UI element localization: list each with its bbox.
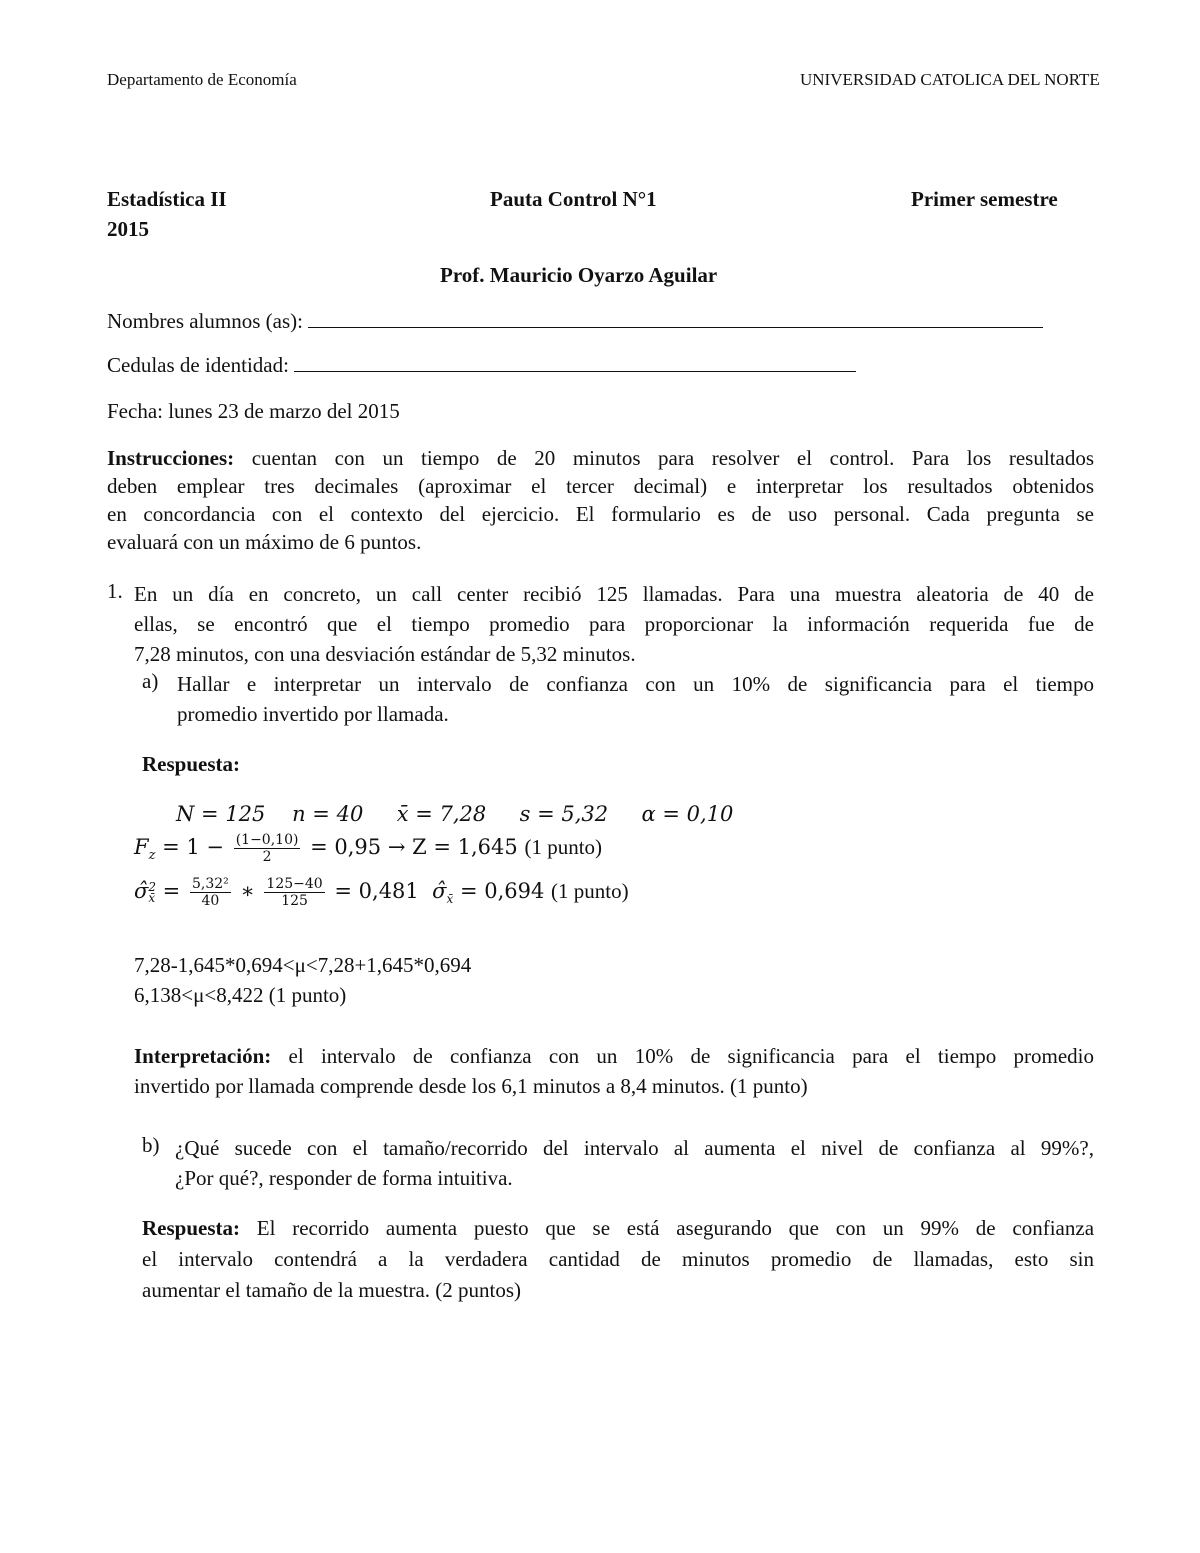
ids-label: Cedulas de identidad: (107, 353, 289, 377)
answer-b-block: Respuesta: El recorrido aumenta puesto que se está asegurando que con un 99% de confianza el intervalo contendrá a la verdadera cantidad de minutos promedio de llamadas, esto sin aumentar el tamaño de la muestra. (2 puntos) (142, 1216, 1095, 1302)
university-header: UNIVERSIDAD CATOLICA DEL NORTE (800, 70, 1100, 89)
department-header: Departamento de Economía (107, 70, 297, 89)
question-number: 1. (107, 579, 123, 603)
interpretation-label: Interpretación: (134, 1044, 272, 1068)
instructions-block: Instrucciones: cuentan con un tiempo de 20 minutos para resolver el control. Para los resultados deben emplear tres decimales (aproximar el tercer decimal) e interpretar los resultados obtenidos en concordancia con el contexto del ejercicio. El formulario es de uso personal. Cada pregunta se evaluará con un máximo de 6 puntos. (107, 446, 1094, 554)
instructions-label: Instrucciones: (107, 446, 235, 470)
professor-name: Prof. Mauricio Oyarzo Aguilar (440, 263, 718, 287)
answer-b-label: Respuesta: (142, 1216, 240, 1240)
question-1-text: En un día en concreto, un call center recibió 125 llamadas. Para una muestra aleatoria de 40 de ellas, se encontró que el tiempo promedio para proporcionar la información requerida fue de 7,28 minutos, con una desviación estándar de 5,32 minutos. (134, 582, 1094, 666)
names-field (107, 309, 1043, 334)
names-label: Nombres alumnos (as): (107, 309, 303, 333)
names-blank-line (308, 326, 1043, 328)
interpretation-block: Interpretación: el intervalo de confianza con un 10% de significancia para el tiempo promedio invertido por llamada comprende desde los 6,1 minutos a 8,4 minutos. (1 punto) (134, 1044, 1095, 1098)
variance-equation: σ̂ 2 x̄ = $\frac{\text{5,32²}}{40}$ ∗ $\frac{125-40}{125}$ = 0,481 $\sigmâ_{x̄} = 0,694$ (1 punto) (134, 876, 629, 909)
part-b-letter: b) (142, 1133, 160, 1157)
year: 2015 (107, 217, 149, 241)
semester: Primer semestre (911, 187, 1058, 211)
variance-fraction-2: $\frac{125-40}{125}$ (266, 876, 323, 909)
given-values: N = 125 n = 40 x̄ = 7,28 s = 5,32 α = 0,10 (176, 802, 734, 826)
course-name: Estadística II (107, 187, 227, 211)
part-a-letter: a) (142, 669, 159, 693)
ids-field (107, 353, 856, 378)
fz-equation: $F_z = 1$ − $\frac{(1-0,10)}{2}$ = 0,95 → Z = 1,645 (1 punto) (134, 832, 603, 865)
variance-fraction-1: $\frac{\text{5,32²}}{40}$ (191, 876, 229, 909)
ids-blank-line (294, 370, 856, 372)
control-title: Pauta Control N°1 (490, 187, 657, 211)
answer-a-label: Respuesta: (142, 752, 240, 776)
part-b-text: ¿Qué sucede con el tamaño/recorrido del intervalo al aumenta el nivel de confianza al 99%?, ¿Por qué?, responder de forma intuitiva. (175, 1136, 1094, 1190)
interval-calculation: 7,28-1,645*0,694<μ<7,28+1,645*0,694 (134, 953, 472, 977)
fz-fraction: $\frac{(1-0,10)}{2}$ (235, 832, 299, 865)
date-line: Fecha: lunes 23 de marzo del 2015 (107, 399, 400, 423)
part-a-text: Hallar e interpretar un intervalo de confianza con un 10% de significancia para el tiempo promedio invertido por llamada. (177, 672, 1094, 726)
interval-result: 6,138<μ<8,422 (1 punto) (134, 983, 347, 1007)
